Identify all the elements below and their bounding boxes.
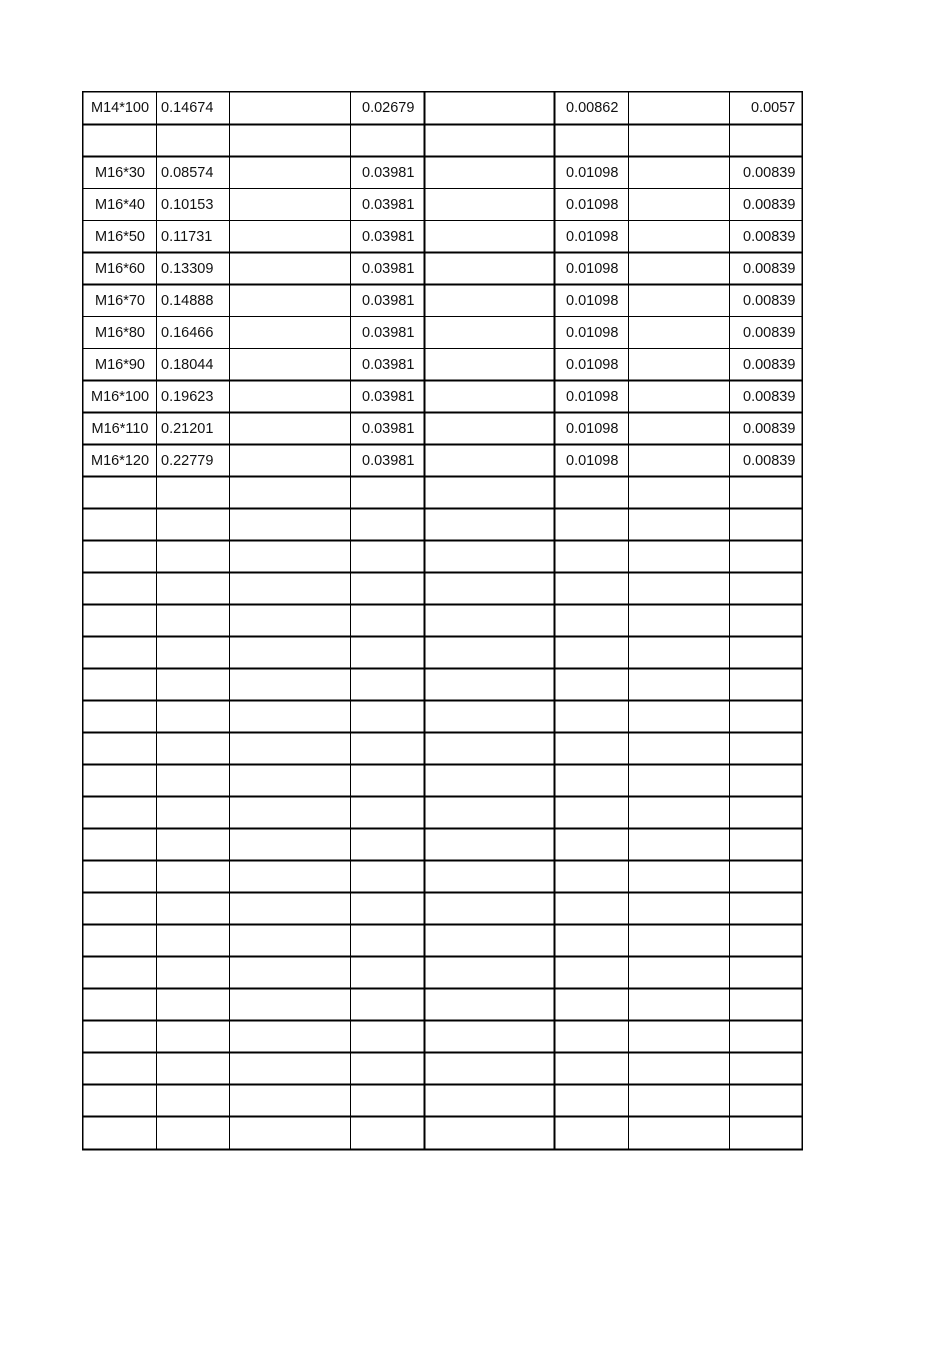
table-cell: 0.00839: [743, 164, 796, 181]
table-cell: 0.01098: [566, 356, 619, 373]
table-cell: 0.03981: [362, 196, 415, 213]
table-cell: 0.00839: [743, 228, 796, 245]
table-cell: 0.00839: [743, 452, 796, 469]
table-cell: M16*100: [91, 388, 150, 405]
table-cell: 0.01098: [566, 164, 619, 181]
table-cell: 0.03981: [362, 292, 415, 309]
table-cell: 0.10153: [161, 196, 214, 213]
table-cell: 0.08574: [161, 164, 214, 181]
table-cell: M16*30: [95, 164, 145, 181]
table-cell: 0.22779: [161, 452, 214, 469]
table-cell: 0.00839: [743, 196, 796, 213]
table-cell: 0.19623: [161, 388, 214, 405]
spreadsheet-table: [82, 91, 803, 1151]
table-cell: 0.0057: [751, 100, 796, 116]
table-cell: M16*80: [95, 324, 145, 341]
table-cell: 0.00839: [743, 420, 796, 437]
table-cell: 0.02679: [362, 100, 415, 116]
table-grid-lines: [82, 91, 803, 1151]
table-cell: M16*40: [95, 196, 145, 213]
table-cell: 0.13309: [161, 260, 214, 277]
table-cell: 0.03981: [362, 356, 415, 373]
table-cell: 0.01098: [566, 388, 619, 405]
table-cell: 0.01098: [566, 260, 619, 277]
table-cell: 0.03981: [362, 260, 415, 277]
table-cell: 0.00839: [743, 388, 796, 405]
table-cell: 0.14888: [161, 292, 214, 309]
table-cell: 0.03981: [362, 228, 415, 245]
table-cell: 0.01098: [566, 292, 619, 309]
table-cell: 0.01098: [566, 228, 619, 245]
table-cell: 0.01098: [566, 324, 619, 341]
table-cell: 0.00839: [743, 260, 796, 277]
table-cell: 0.21201: [161, 420, 214, 437]
table-cell: 0.03981: [362, 324, 415, 341]
table-cell: 0.18044: [161, 356, 214, 373]
table-cell: M16*110: [91, 420, 149, 437]
table-cell: 0.03981: [362, 420, 415, 437]
table-cell: 0.11731: [161, 228, 213, 245]
table-cell: 0.01098: [566, 420, 619, 437]
table-cell: M14*100: [91, 100, 150, 116]
table-cell: M16*50: [95, 228, 145, 245]
table-cell: 0.14674: [161, 100, 214, 116]
table-cell: 0.01098: [566, 452, 619, 469]
table-cell: 0.00839: [743, 356, 796, 373]
table-cell: M16*60: [95, 260, 145, 277]
table-cell: 0.03981: [362, 452, 415, 469]
table-cell: M16*70: [95, 292, 145, 309]
table-cell: 0.16466: [161, 324, 214, 341]
table-cell: 0.00839: [743, 324, 796, 341]
table-cell: 0.01098: [566, 196, 619, 213]
table-cell: 0.00839: [743, 292, 796, 309]
table-cell: M16*90: [95, 356, 145, 373]
table-cell: 0.03981: [362, 388, 415, 405]
table-cell: M16*120: [91, 452, 150, 469]
table-cell: 0.03981: [362, 164, 415, 181]
table-cell: 0.00862: [566, 100, 619, 116]
